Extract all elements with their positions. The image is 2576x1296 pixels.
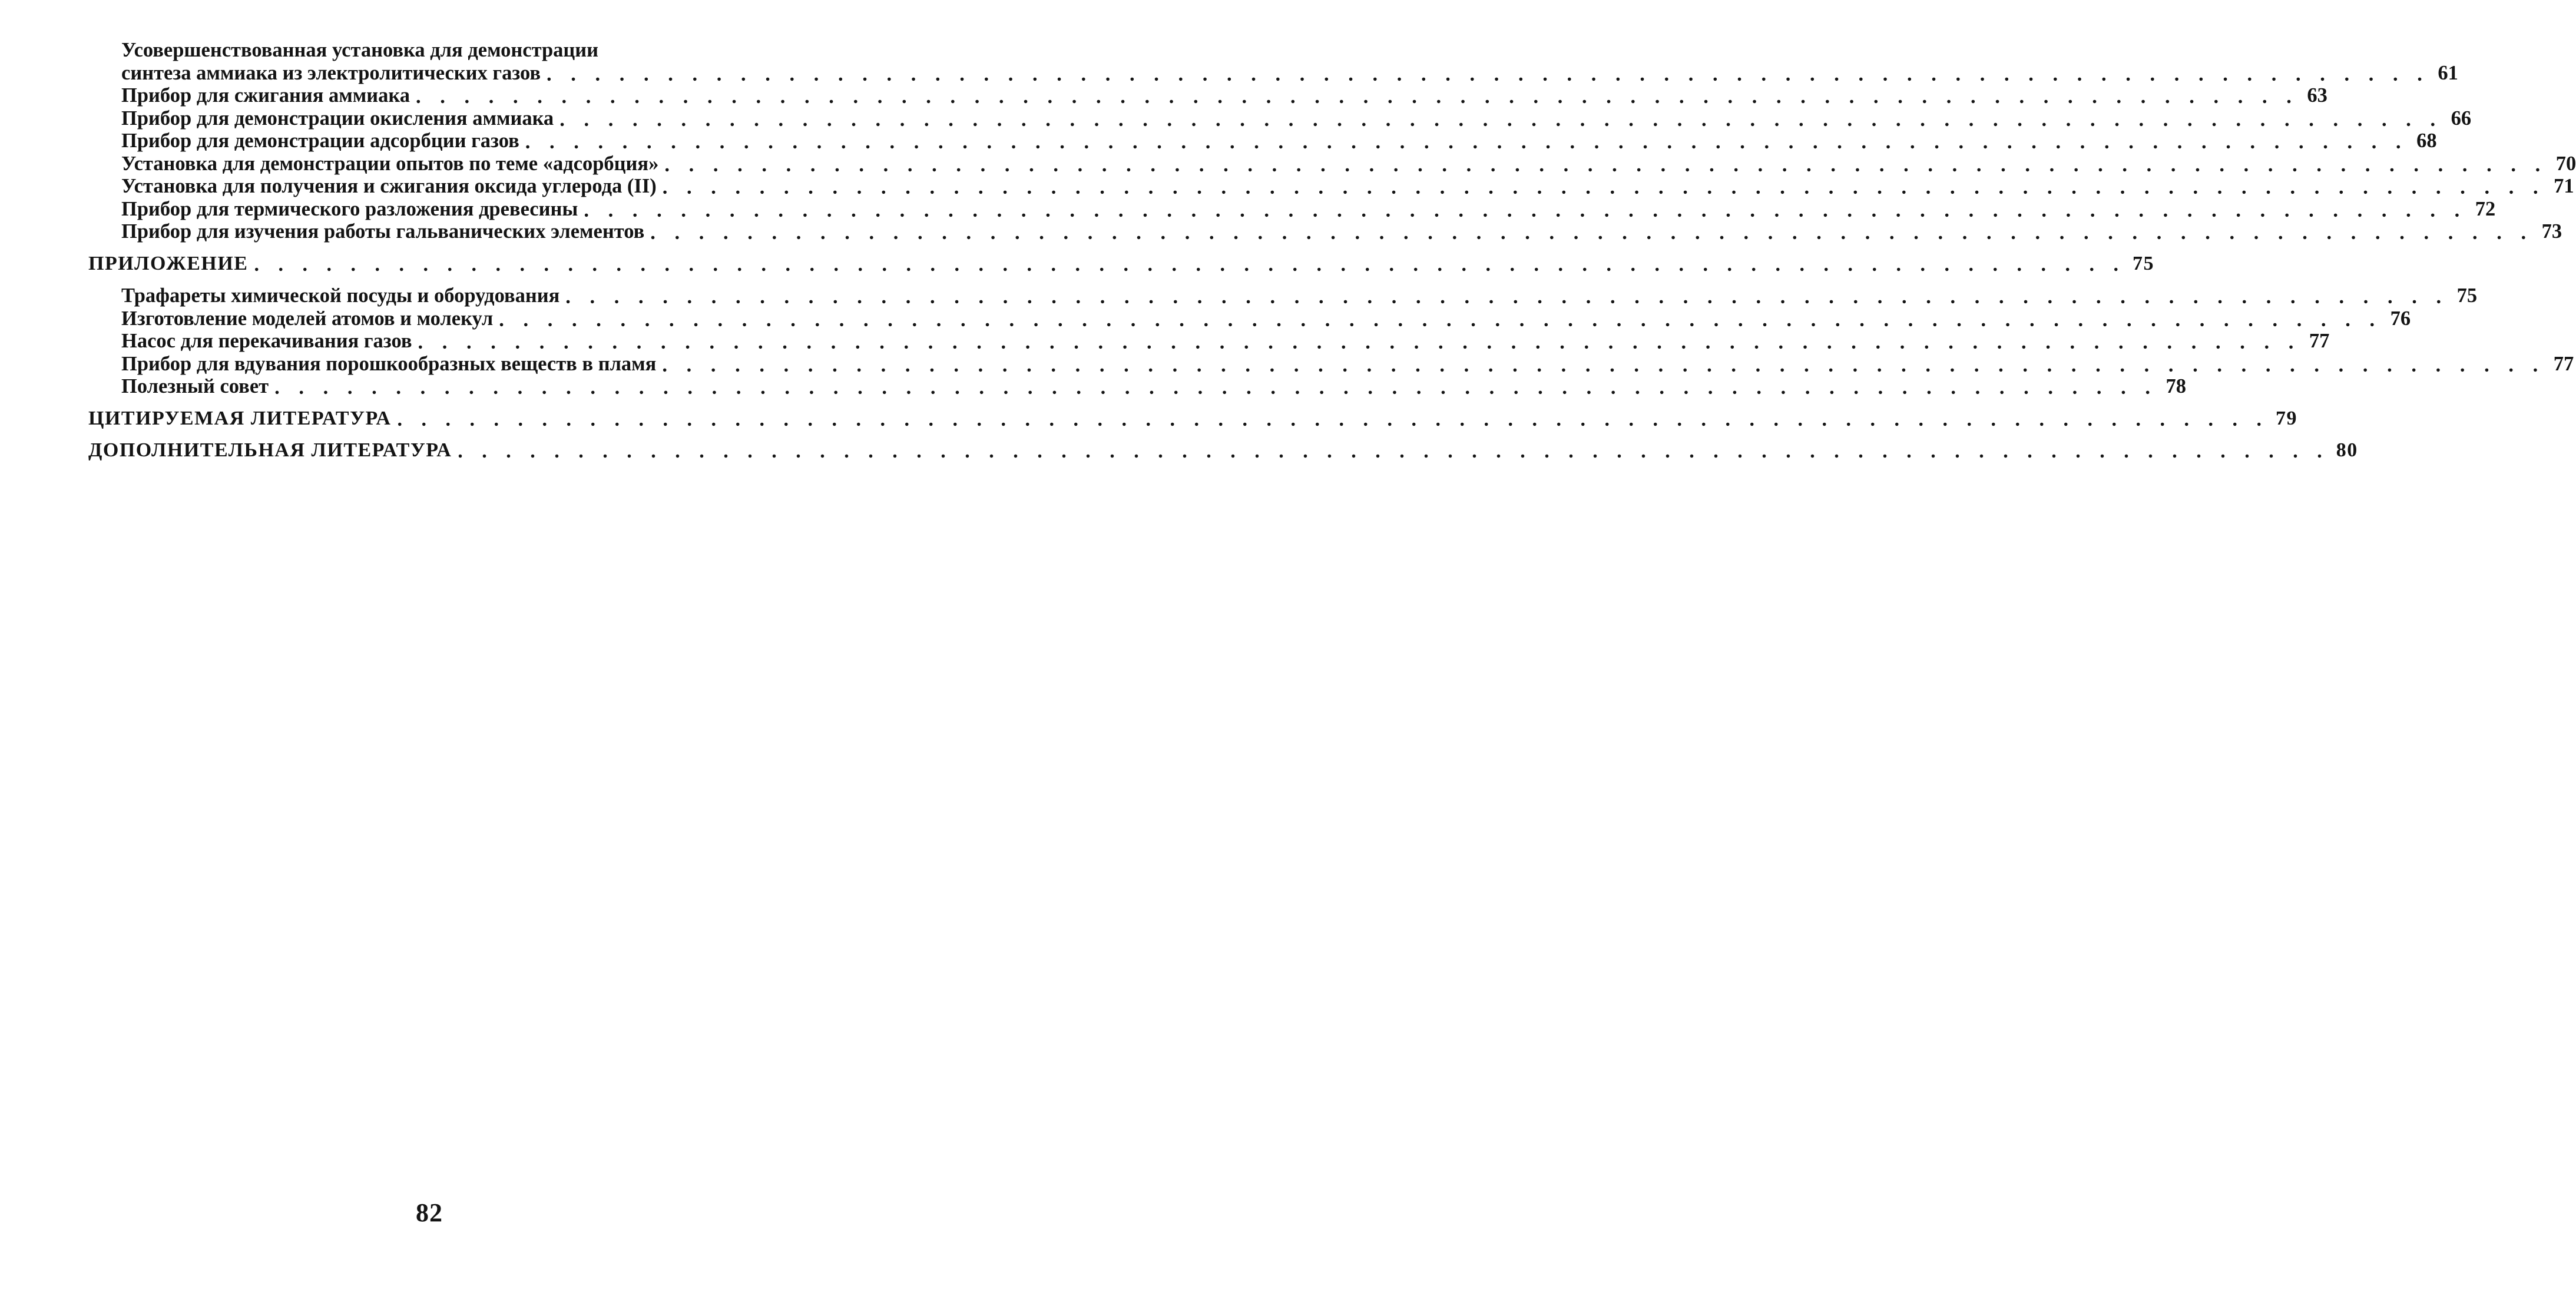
toc-section-title: ПРИЛОЖЕНИЕ (88, 252, 249, 274)
toc-section-heading (88, 252, 2154, 276)
toc-entry-title: Трафареты химической посуды и оборудования (121, 284, 560, 307)
toc-entry-page: 77 (2553, 352, 2574, 375)
toc-entry-page: 66 (2451, 107, 2472, 130)
toc-entry-page: 70 (2555, 152, 2576, 175)
toc-section-title: ЦИТИРУЕМАЯ ЛИТЕРАТУРА (88, 407, 392, 429)
dot-leader (662, 354, 2543, 374)
dot-leader (525, 131, 2406, 151)
toc-entry (88, 330, 2330, 353)
page-number: 82 (416, 1198, 443, 1227)
toc-entry-title: Прибор для вдувания порошкообразных веществ в пламя (121, 352, 657, 375)
dot-leader (254, 254, 2124, 274)
toc-entry (88, 352, 2574, 376)
toc-entry (88, 39, 767, 62)
dot-leader (663, 176, 2544, 197)
toc-entry-page: 79 (2276, 407, 2297, 429)
dot-leader (458, 440, 2327, 460)
toc-entry-page: 73 (2541, 220, 2562, 243)
toc-entry-page: 80 (2336, 439, 2358, 461)
toc-entry-page: 68 (2416, 130, 2437, 152)
dot-leader (584, 199, 2465, 220)
toc-entry-title: Установка для получения и сжигания оксида углерода (II) (121, 175, 657, 197)
dot-leader (274, 376, 2156, 397)
toc-entry (88, 220, 2562, 243)
toc-entry (88, 152, 2576, 175)
dot-leader (664, 154, 2545, 174)
toc-entry (88, 284, 2478, 307)
toc-entry-title: синтеза аммиака из электролитических газов (121, 61, 541, 84)
dot-leader (416, 85, 2297, 106)
dot-leader (650, 221, 2531, 242)
toc-section-heading (88, 439, 2358, 462)
toc-entry-title: Прибор для демонстрации адсорбции газов (121, 130, 519, 152)
dot-leader (499, 309, 2380, 329)
dot-leader (398, 409, 2267, 429)
toc-entry-page: 77 (2309, 330, 2330, 352)
toc-entry-page: 61 (2438, 61, 2458, 84)
toc-entry-title: Полезный совет (121, 375, 269, 397)
dot-leader (559, 108, 2441, 129)
toc-entry-title: Насос для перекачивания газов (121, 330, 412, 352)
toc-section-title: ДОПОЛНИТЕЛЬНАЯ ЛИТЕРАТУРА (88, 439, 452, 461)
toc-entry (88, 84, 2327, 107)
toc-section-heading (88, 407, 2297, 430)
toc-entry (88, 307, 2411, 330)
toc-entry-page: 78 (2166, 375, 2186, 397)
toc-entry-title: Прибор для сжигания аммиака (121, 84, 410, 107)
toc-entry-page: 75 (2132, 252, 2154, 274)
toc-entry-title: Прибор для термического разложения древесины (121, 197, 578, 220)
toc-entry-title: Прибор для демонстрации окисления аммиака (121, 107, 554, 130)
toc-entry-page: 75 (2456, 284, 2478, 307)
dot-leader (418, 331, 2299, 352)
toc-entry (88, 107, 2472, 130)
dot-leader (565, 286, 2446, 306)
toc-entry (88, 197, 2496, 221)
toc-entry (88, 375, 2186, 398)
toc-entry-page: 71 (2554, 175, 2574, 197)
toc-entry-title: Изготовление моделей атомов и молекул (121, 307, 494, 330)
toc-entry-title: Усовершенствованная установка для демонстрации (121, 39, 599, 61)
dot-leader (547, 63, 2428, 84)
toc-entry-page: 63 (2307, 84, 2327, 107)
toc-entry (88, 130, 2437, 153)
toc-entry-title: Установка для демонстрации опытов по теме «адсорбция» (121, 152, 659, 175)
toc-entry (88, 175, 2574, 198)
toc-entry-title: Прибор для изучения работы гальванических элементов (121, 220, 645, 243)
toc-entry-page: 72 (2475, 197, 2496, 220)
toc-entry-page: 76 (2390, 307, 2411, 330)
table-of-contents (88, 39, 2576, 462)
toc-entry (88, 61, 2458, 85)
